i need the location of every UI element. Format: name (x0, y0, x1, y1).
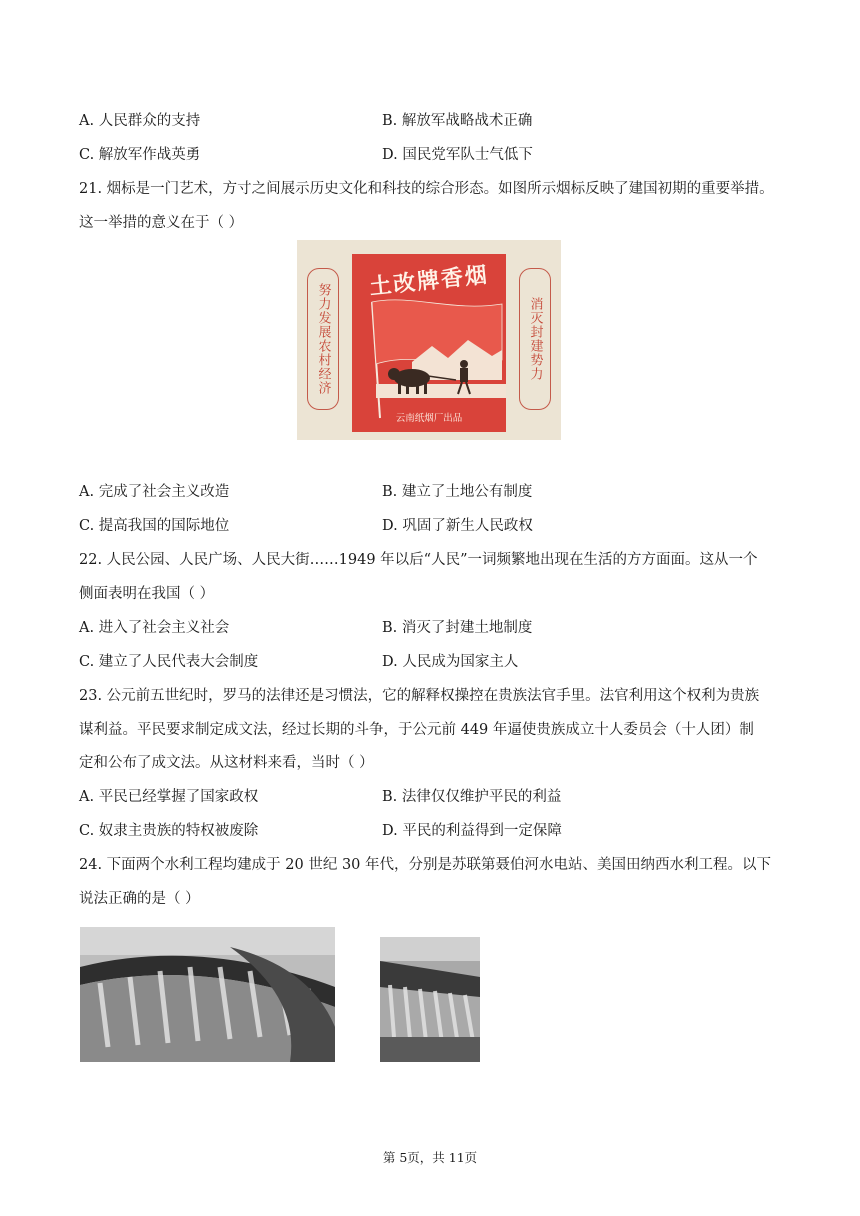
q22-option-d[interactable]: D. 人民成为国家主人 (382, 654, 519, 670)
q23-options-row-1 (79, 787, 779, 807)
label-maker-text: 云南纸烟厂出品 (395, 413, 463, 424)
q23-option-b[interactable]: B. 法律仅仅维护平民的利益 (382, 789, 562, 805)
q23-options-row-2 (79, 821, 779, 841)
q23-stem-line-3: 定和公布了成文法。从这材料来看，当时（ ） (79, 755, 374, 771)
cigarette-label-image (297, 240, 561, 440)
q22-option-b[interactable]: B. 消灭了封建土地制度 (382, 620, 533, 636)
q24-stem-line-1: 24. 下面两个水利工程均建成于 20 世纪 30 年代，分别是苏联第聂伯河水电站、美国田纳西水利工程。以下 (79, 857, 772, 873)
q22-option-c[interactable]: C. 建立了人民代表大会制度 (79, 654, 259, 670)
label-right-slogan: 消灭封建势力 (519, 268, 551, 410)
q23-stem-line-1: 23. 公元前五世纪时，罗马的法律还是习惯法，它的解释权操控在贵族法官手里。法官利用这个权利为贵族 (79, 688, 760, 704)
q24-stem-line-2: 说法正确的是（ ） (79, 891, 200, 907)
q21-stem-line-1: 21. 烟标是一门艺术，方寸之间展示历史文化和科技的综合形态。如图所示烟标反映了建国初期的重要举措。 (79, 181, 774, 197)
q20-option-d[interactable]: D. 国民党军队士气低下 (382, 147, 533, 163)
dnieper-dam-photo (80, 927, 335, 1062)
q22-options-row-2 (79, 652, 779, 672)
q21-option-a[interactable]: A. 完成了社会主义改造 (79, 484, 230, 500)
q20-options-row-1 (79, 111, 779, 131)
label-brand-name: 土改牌香烟 (368, 261, 491, 301)
page-footer: 第 5页，共 11页 (382, 1150, 478, 1165)
q20-option-c[interactable]: C. 解放军作战英勇 (79, 147, 201, 163)
q23-option-a[interactable]: A. 平民已经掌握了国家政权 (79, 789, 259, 805)
q21-options-row-2 (79, 516, 779, 536)
q20-options-row-2 (79, 145, 779, 165)
q21-options-row-1 (79, 482, 779, 502)
q23-stem-line-2: 谋利益。平民要求制定成文法，经过长期的斗争，于公元前 449 年逼使贵族成立十人委员会（十人团）制 (79, 722, 754, 738)
q22-stem-line-2: 侧面表明在我国（ ） (79, 586, 215, 602)
q22-stem-line-1: 22. 人民公园、人民广场、人民大街……1949 年以后“人民”一词频繁地出现在生活的方方面面。这从一个 (79, 552, 758, 568)
q21-option-b[interactable]: B. 建立了土地公有制度 (382, 484, 533, 500)
label-red-panel (352, 254, 506, 432)
q21-stem-line-2: 这一举措的意义在于（ ） (79, 215, 244, 231)
q22-option-a[interactable]: A. 进入了社会主义社会 (79, 620, 230, 636)
label-left-slogan: 努力发展农村经济 (307, 268, 339, 410)
dam-photo-illustration (80, 927, 335, 1062)
q20-option-a[interactable]: A. 人民群众的支持 (79, 113, 201, 129)
q21-option-d[interactable]: D. 巩固了新生人民政权 (382, 518, 533, 534)
tva-dam-illustration (380, 937, 480, 1062)
q23-option-c[interactable]: C. 奴隶主贵族的特权被废除 (79, 823, 259, 839)
q21-option-c[interactable]: C. 提高我国的国际地位 (79, 518, 230, 534)
q22-options-row-1 (79, 618, 779, 638)
tennessee-dam-photo (380, 937, 480, 1062)
q20-option-b[interactable]: B. 解放军战略战术正确 (382, 113, 533, 129)
q23-option-d[interactable]: D. 平民的利益得到一定保障 (382, 823, 562, 839)
